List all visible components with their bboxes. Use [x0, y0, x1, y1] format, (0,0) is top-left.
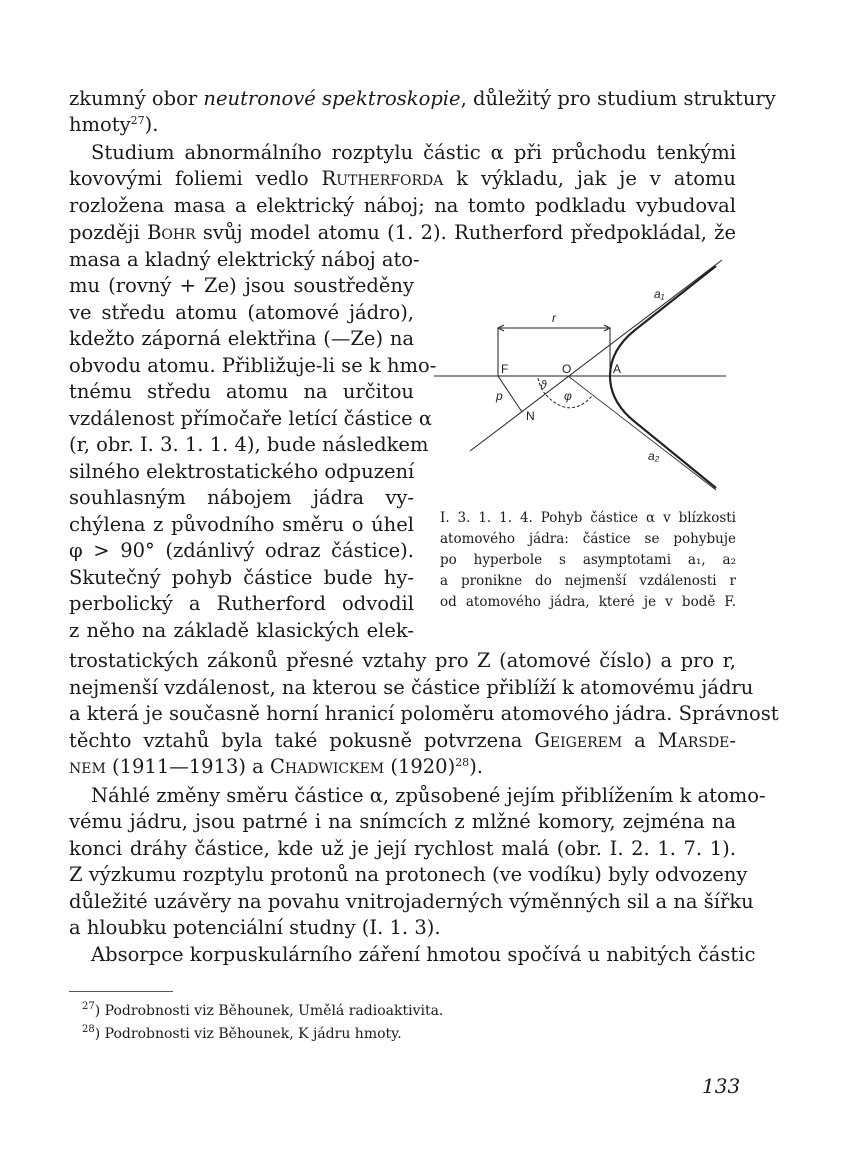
text-line: nem (1911—1913) a Chadwickem $(1920)^{28}$).: [69, 755, 483, 778]
text-line: důležité uzávěry na povahu vnitrojaderných výměnných sil a na šířku: [69, 890, 754, 913]
text-line: kovovými foliemi vedlo Rutherforda k výkladu, jak je v atomu: [69, 167, 736, 190]
text-line: Studium abnormálního rozptylu částic α při průchodu tenkými: [91, 141, 736, 164]
footnote-rule: [69, 991, 173, 992]
text-line: těchto vztahů byla také pokusně potvrzena Geigerem a Marsde-: [69, 729, 736, 752]
text-line: Skutečný pohyb částice bude hy-: [69, 566, 414, 589]
figure-caption-line: od atomového jádra, které je v bodě F.: [440, 594, 736, 610]
text-line: masa a kladný elektrický náboj ato-: [69, 248, 420, 271]
label-N: N: [526, 409, 535, 423]
label-F: F: [501, 362, 509, 376]
text-line: kdežto záporná elektřina (—Ze) na: [69, 327, 414, 350]
text-line: rozložena masa a elektrický náboj; na tomto podkladu vybudoval: [69, 194, 736, 217]
text-line: později Bohr svůj model atomu (1. 2). Rutherford předpokládal, že: [69, 221, 736, 244]
footnote: $^{27}$) Podrobnosti viz Běhounek, Umělá radioaktivita.: [82, 1001, 444, 1019]
asymptote-a2: [568, 376, 716, 490]
text-line: nejmenší vzdálenost, na kterou se částice přiblíží k atomovému jádru: [69, 676, 754, 699]
label-A: A: [613, 362, 622, 376]
text-line: Z výzkumu rozptylu protonů na protonech (ve vodíku) byly odvozeny: [69, 863, 748, 886]
figure-caption-line: po hyperbole s asymptotami a₁, a₂: [440, 552, 736, 568]
label-O: O: [562, 362, 572, 376]
label-phi: φ: [564, 389, 572, 403]
text-line: silného elektrostatického odpuzení: [69, 460, 415, 483]
text-line: chýlena z původního směru o úhel: [69, 513, 414, 536]
text-line: Náhlé změny směru částice α, způsobené jejím přiblížením k atomo-: [91, 784, 766, 807]
text-line: a hloubku potenciální studny (I. 1. 3).: [69, 916, 441, 939]
figure-caption-line: atomového jádra: částice se pohybuje: [440, 531, 736, 547]
text-line: obvodu atomu. Přibližuje-li se k hmo-: [69, 354, 437, 377]
text-line: Absorpce korpuskulárního záření hmotou spočívá u nabitých částic: [91, 943, 756, 966]
figure-caption-line: I. 3. 1. 1. 4. Pohyb částice α v blízkosti: [440, 510, 736, 526]
text-line: ve středu atomu (atomové jádro),: [69, 301, 414, 324]
label-a1: a₁: [654, 287, 665, 301]
text-line: vzdálenost přímočaře letící částice α: [69, 407, 433, 430]
text-line: konci dráhy částice, kde už je její rychlost malá (obr. I. 2. 1. 7. 1).: [69, 837, 736, 860]
label-theta: ϑ: [540, 378, 547, 392]
text-line: mu (rovný + Ze) jsou soustředěny: [69, 274, 414, 297]
label-r: r: [552, 311, 556, 325]
text-line: perbolický a Rutherford odvodil: [69, 592, 414, 615]
text-line: φ > 90° (zdánlivý odraz částice).: [69, 539, 414, 562]
text-line: trostatických zákonů přesné vztahy pro Z (atomové číslo) a pro r,: [69, 649, 736, 672]
label-p: p: [496, 389, 503, 403]
label-a2: a₂: [648, 449, 660, 463]
text-line: tnému středu atomu na určitou: [69, 380, 414, 403]
text-line: vému jádru, jsou patrné i na snímcích z mlžné komory, zejména na: [69, 810, 736, 833]
text-line: hmoty$^{27}$).: [69, 113, 159, 136]
figure-caption-line: a pronikne do nejmenší vzdálenosti r: [440, 573, 736, 589]
asymptote-a1: [470, 260, 722, 451]
text-line: souhlasným nábojem jádra vy-: [69, 486, 414, 509]
footnote: $^{28}$) Podrobnosti viz Běhounek, K jádru hmoty.: [82, 1024, 402, 1042]
text-line: a která je současně horní hranicí poloměru atomového jádra. Správnost: [69, 702, 779, 725]
text-line: (r, obr. I. 3. 1. 1. 4), bude následkem: [69, 433, 429, 456]
text-line: zkumný obor neutronové spektroskopie, důležitý pro studium struktury: [69, 87, 776, 110]
hyperbola-diagram: [430, 250, 750, 500]
text-line: z něho na základě klasických elek-: [69, 619, 414, 642]
page-number: 133: [702, 1074, 741, 1098]
